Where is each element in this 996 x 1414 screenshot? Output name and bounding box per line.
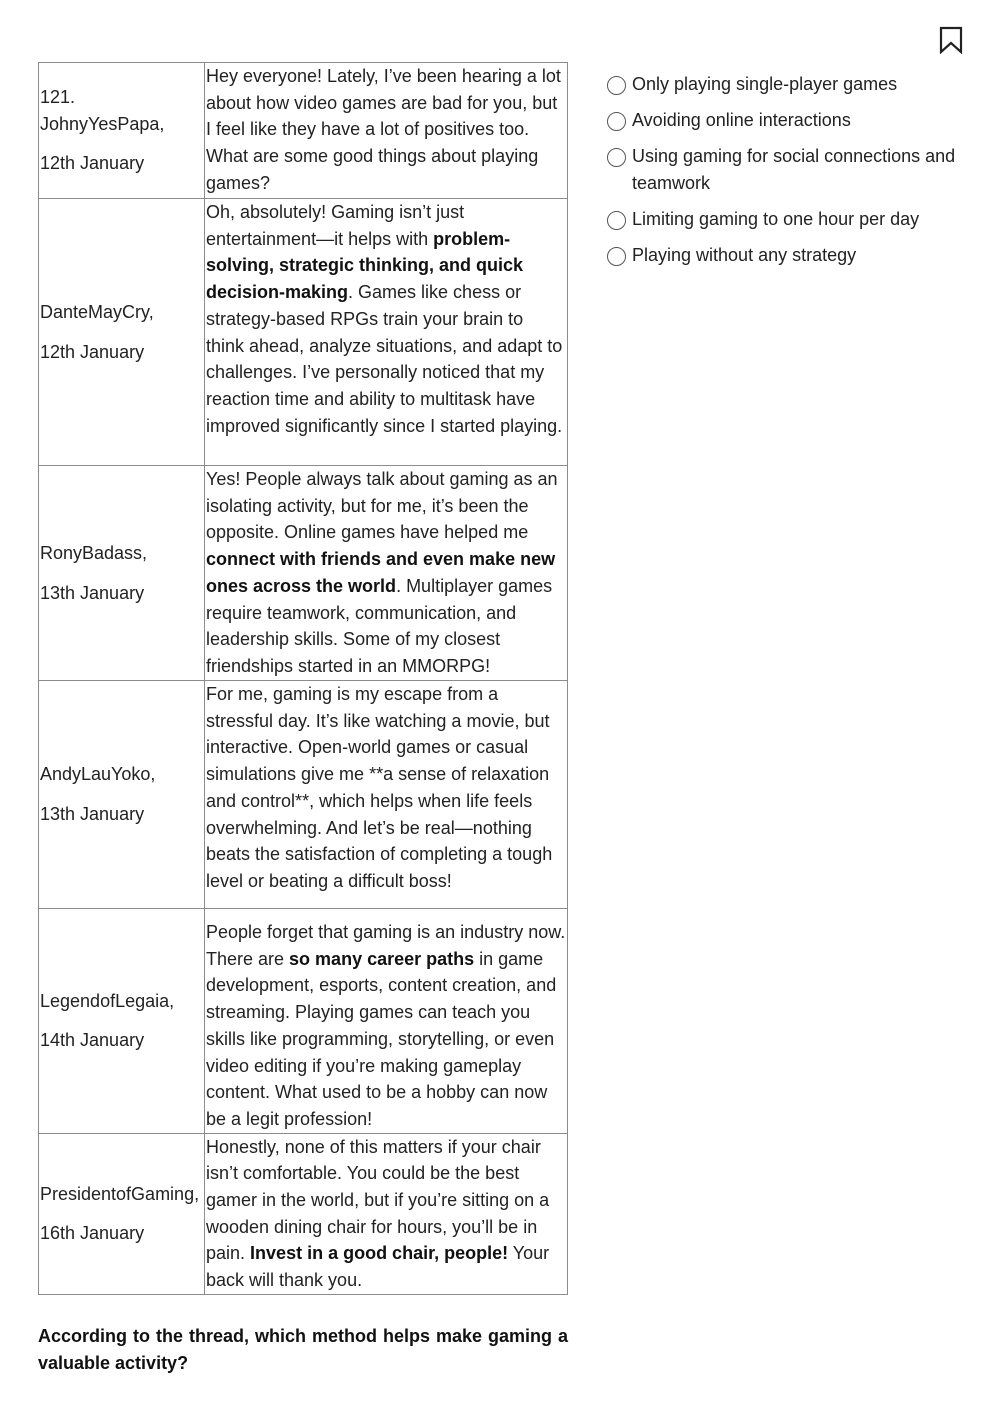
answer-option[interactable] — [607, 242, 967, 269]
post-body — [205, 199, 568, 466]
post-date: 16th January — [40, 1223, 145, 1244]
post-text-emphasis: Invest in a good chair, people! — [250, 1243, 509, 1264]
post-author-cell — [39, 681, 205, 909]
post-text: Your back will thank you. — [206, 1243, 550, 1291]
post-text: . Multiplayer games require teamwork, communication, and leadership skills. Some of my closest friendships started in an MMORPG! — [206, 575, 553, 676]
answer-options — [607, 71, 967, 278]
post-date: 12th January — [40, 153, 145, 174]
answer-option-label: Using gaming for social connections and teamwork — [632, 146, 956, 193]
post-date: 12th January — [40, 341, 145, 362]
thread-post-row — [39, 63, 568, 199]
thread-post-row — [39, 681, 568, 909]
post-author: PresidentofGaming, — [40, 1183, 200, 1204]
radio-button-icon[interactable] — [607, 112, 626, 131]
post-body — [205, 681, 568, 909]
thread-post-row — [39, 199, 568, 466]
post-body — [205, 466, 568, 681]
thread-post-row — [39, 1133, 568, 1294]
post-date: 13th January — [40, 582, 145, 603]
post-author: RonyBadass, — [40, 542, 148, 563]
radio-button-icon[interactable] — [607, 148, 626, 167]
answer-option[interactable] — [607, 143, 967, 197]
post-date: 13th January — [40, 804, 145, 824]
answer-option-label: Only playing single-player games — [632, 74, 898, 94]
post-author: LegendofLegaia, — [40, 990, 175, 1011]
post-text-emphasis: problem-solving, strategic thinking, and quick decision-making — [206, 228, 524, 303]
post-date: 14th January — [40, 1030, 145, 1051]
post-author-cell — [39, 199, 205, 466]
bookmark-icon[interactable] — [939, 26, 963, 54]
post-body — [205, 909, 568, 1134]
answer-option-label: Avoiding online interactions — [632, 110, 851, 130]
thread-post-row — [39, 909, 568, 1134]
thread-post-row — [39, 466, 568, 681]
radio-button-icon[interactable] — [607, 211, 626, 230]
answer-option[interactable] — [607, 107, 967, 134]
radio-button-icon[interactable] — [607, 247, 626, 266]
post-text-emphasis: connect with friends and even make new ones across the world — [206, 549, 556, 596]
answer-option-label: Playing without any strategy — [632, 245, 857, 265]
post-text: Honestly, none of this matters if your chair isn’t comfortable. You could be the best gamer in the world, but if you’re sitting on a wooden dining chair for hours, you’ll be in pain. — [206, 1136, 550, 1264]
forum-thread-table — [38, 62, 568, 1295]
post-text: in game development, esports, content creation, and streaming. Playing games can teach you skills like programming, storytelling, or even video editing if you’re making gameplay content. What used to be a hobby can now be a legit profession! — [206, 948, 557, 1129]
post-author: AndyLauYoko, — [40, 764, 156, 785]
post-author: 121. JohnyYesPapa, — [40, 86, 165, 134]
post-author-cell — [39, 63, 205, 199]
post-text: People forget that gaming is an industry now. There are — [206, 922, 566, 969]
post-text: Yes! People always talk about gaming as an isolating activity, but for me, it’s been the opposite. Online games have helped me — [206, 469, 558, 543]
post-author-cell — [39, 909, 205, 1134]
post-text-emphasis: so many career paths — [289, 948, 475, 969]
post-text: For me, gaming is my escape from a stressful day. It’s like watching a movie, but interactive. Open-world games or casual simulations give me **a sense of relaxation and control**, which helps when life feels overwhelming. And let’s be real—nothing beats the satisfaction of completing a tough level or beating a difficult boss! — [206, 684, 553, 891]
answer-option[interactable] — [607, 206, 967, 233]
post-author-cell — [39, 466, 205, 681]
radio-button-icon[interactable] — [607, 76, 626, 95]
post-text: Hey everyone! Lately, I’ve been hearing a lot about how video games are bad for you, but I feel like they have a lot of positives too. What are some good things about playing games? — [206, 66, 561, 193]
post-body — [205, 1133, 568, 1294]
answer-option[interactable] — [607, 71, 967, 98]
post-author-cell — [39, 1133, 205, 1294]
answer-option-label: Limiting gaming to one hour per day — [632, 209, 920, 229]
post-author: DanteMayCry, — [40, 301, 154, 322]
question-text: According to the thread, which method helps make gaming a valuable activity? — [38, 1326, 568, 1373]
post-body — [205, 63, 568, 199]
post-text: . Games like chess or strategy-based RPGs train your brain to think ahead, analyze situations, and adapt to challenges. I’ve personally noticed that my reaction time and ability to multitask have improved significantly since I started playing. — [206, 282, 563, 436]
post-text: Oh, absolutely! Gaming isn’t just entertainment—it helps with — [206, 202, 465, 249]
